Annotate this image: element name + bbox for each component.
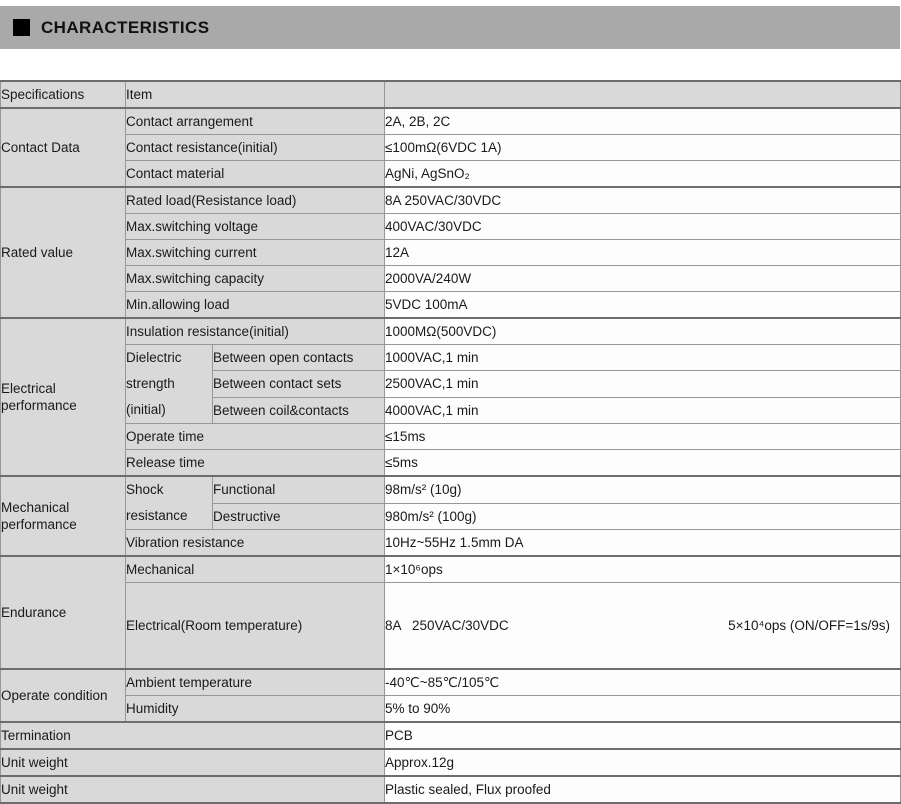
table-row bbox=[1, 722, 901, 749]
value-cell bbox=[385, 583, 901, 670]
item-cell: Mechanical bbox=[126, 556, 385, 583]
sub-group-shock-resistance: Shock resistance bbox=[126, 476, 213, 530]
item-cell: Electrical(Room temperature) bbox=[126, 583, 385, 670]
table-row bbox=[1, 187, 901, 214]
table-row bbox=[1, 240, 901, 266]
item-cell: Insulation resistance(initial) bbox=[126, 318, 385, 345]
spec-group-operate-condition: Operate condition bbox=[1, 669, 126, 722]
section-title-bar bbox=[0, 6, 900, 49]
table-row bbox=[1, 135, 901, 161]
value-cell: 2A, 2B, 2C bbox=[385, 108, 901, 135]
value-cell: 4000VAC,1 min bbox=[385, 397, 901, 423]
item-cell: Contact arrangement bbox=[126, 108, 385, 135]
item-cell: Destructive bbox=[213, 503, 385, 530]
table-row bbox=[1, 318, 901, 345]
table-row bbox=[1, 450, 901, 477]
item-cell: Between contact sets bbox=[213, 371, 385, 397]
value-left: 8A 250VAC/30VDC bbox=[385, 618, 509, 633]
table-row bbox=[1, 345, 901, 371]
table-row bbox=[1, 696, 901, 723]
item-cell: Max.switching capacity bbox=[126, 266, 385, 292]
item-cell: Functional bbox=[213, 476, 385, 503]
item-cell: Contact material bbox=[126, 161, 385, 188]
header-value bbox=[385, 81, 901, 108]
value-cell: -40℃~85℃/105℃ bbox=[385, 669, 901, 696]
value-cell: PCB bbox=[385, 722, 901, 749]
value-cell: 8A 250VAC/30VDC bbox=[385, 187, 901, 214]
item-cell: Ambient temperature bbox=[126, 669, 385, 696]
black-square-bullet-icon bbox=[13, 19, 30, 36]
spec-row-unit-weight: Unit weight bbox=[1, 749, 385, 776]
characteristics-table bbox=[0, 80, 901, 804]
item-cell: Max.switching voltage bbox=[126, 214, 385, 240]
value-cell: 12A bbox=[385, 240, 901, 266]
value-cell: 10Hz~55Hz 1.5mm DA bbox=[385, 530, 901, 557]
item-cell: Contact resistance(initial) bbox=[126, 135, 385, 161]
value-cell: 980m/s² (100g) bbox=[385, 503, 901, 530]
header-specifications: Specifications bbox=[1, 81, 126, 108]
endurance-electrical-value bbox=[385, 617, 900, 634]
spec-row-unit-weight-2: Unit weight bbox=[1, 776, 385, 803]
table-row bbox=[1, 530, 901, 557]
table-row bbox=[1, 776, 901, 803]
item-cell: Vibration resistance bbox=[126, 530, 385, 557]
value-cell: ≤15ms bbox=[385, 424, 901, 450]
value-cell: 1000MΩ(500VDC) bbox=[385, 318, 901, 345]
table-row bbox=[1, 669, 901, 696]
header-item: Item bbox=[126, 81, 385, 108]
table-row bbox=[1, 108, 901, 135]
value-cell: 1×10⁶ops bbox=[385, 556, 901, 583]
table-header-row bbox=[1, 81, 901, 108]
value-cell: 5VDC 100mA bbox=[385, 292, 901, 319]
datasheet-page bbox=[0, 6, 900, 797]
table-row bbox=[1, 266, 901, 292]
value-cell: 400VAC/30VDC bbox=[385, 214, 901, 240]
value-cell: 1000VAC,1 min bbox=[385, 345, 901, 371]
spec-group-endurance: Endurance bbox=[1, 556, 126, 669]
table-row bbox=[1, 476, 901, 503]
item-cell: Between coil&contacts bbox=[213, 397, 385, 423]
value-cell: Approx.12g bbox=[385, 749, 901, 776]
table-row bbox=[1, 749, 901, 776]
spec-row-termination: Termination bbox=[1, 722, 385, 749]
table-row bbox=[1, 556, 901, 583]
item-cell: Max.switching current bbox=[126, 240, 385, 266]
item-cell: Release time bbox=[126, 450, 385, 477]
spec-group-contact-data: Contact Data bbox=[1, 108, 126, 187]
table-row bbox=[1, 583, 901, 670]
table-row bbox=[1, 214, 901, 240]
table-row bbox=[1, 292, 901, 319]
item-cell: Rated load(Resistance load) bbox=[126, 187, 385, 214]
value-cell: 2000VA/240W bbox=[385, 266, 901, 292]
value-cell: ≤5ms bbox=[385, 450, 901, 477]
value-cell: AgNi, AgSnO₂ bbox=[385, 161, 901, 188]
value-cell: 98m/s² (10g) bbox=[385, 476, 901, 503]
table-row bbox=[1, 424, 901, 450]
value-cell: ≤100mΩ(6VDC 1A) bbox=[385, 135, 901, 161]
table-row bbox=[1, 161, 901, 188]
spec-group-mechanical-performance: Mechanical performance bbox=[1, 476, 126, 556]
item-cell: Operate time bbox=[126, 424, 385, 450]
sub-group-dielectric-strength: Dielectric strength (initial) bbox=[126, 345, 213, 424]
item-cell: Between open contacts bbox=[213, 345, 385, 371]
item-cell: Humidity bbox=[126, 696, 385, 723]
value-cell: 2500VAC,1 min bbox=[385, 371, 901, 397]
spec-group-rated-value: Rated value bbox=[1, 187, 126, 318]
item-cell: Min.allowing load bbox=[126, 292, 385, 319]
value-cell: 5% to 90% bbox=[385, 696, 901, 723]
section-title: CHARACTERISTICS bbox=[41, 17, 210, 37]
spec-group-electrical-performance: Electrical performance bbox=[1, 318, 126, 476]
value-right: 5×10⁴ops (ON/OFF=1s/9s) bbox=[728, 618, 891, 633]
value-cell: Plastic sealed, Flux proofed bbox=[385, 776, 901, 803]
